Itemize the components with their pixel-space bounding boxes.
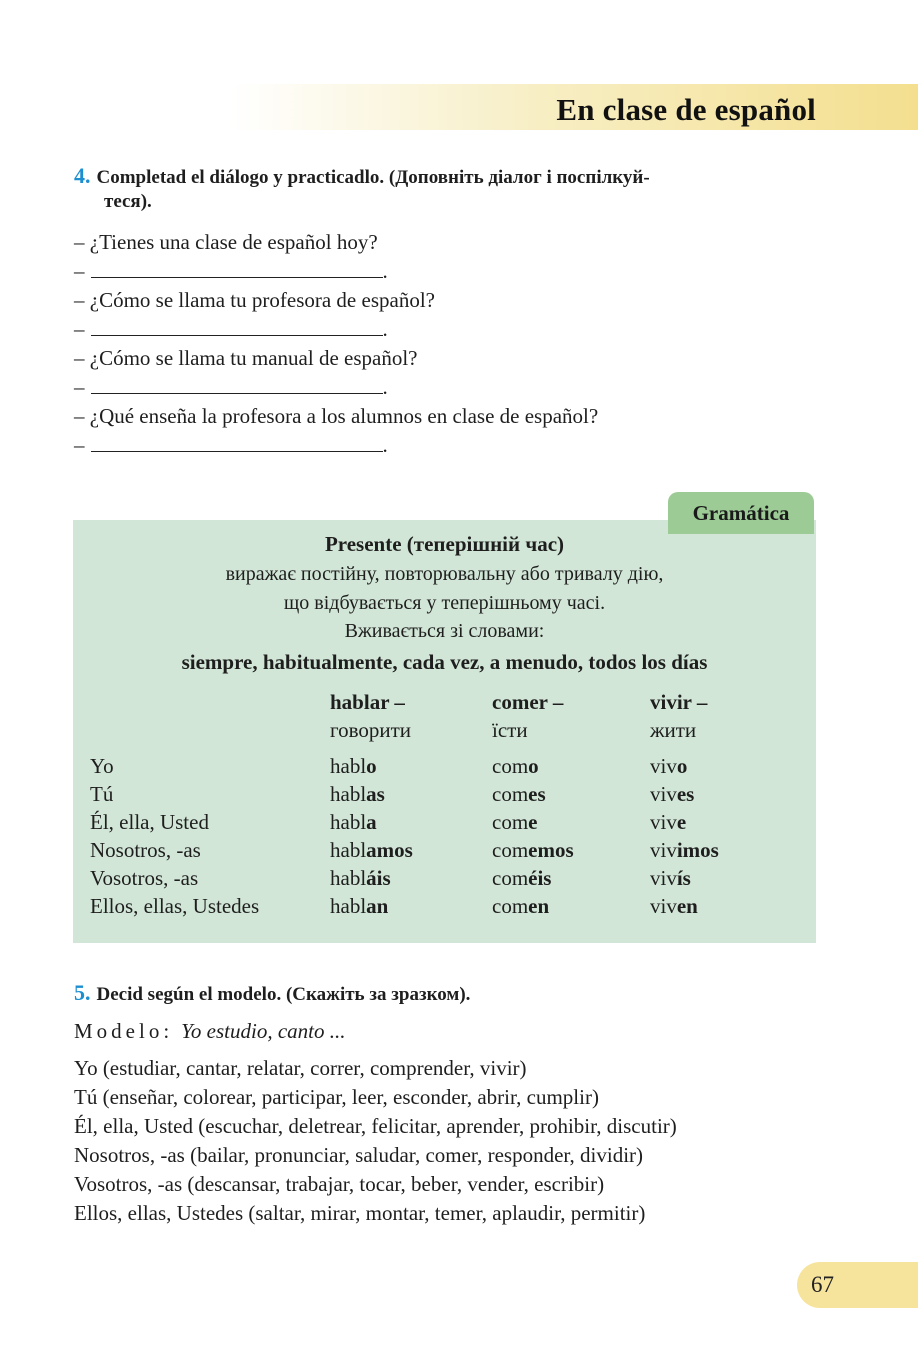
instruction-text: Completad el diálogo y practicadlo. (Доповніть діалог і поспілкуй-	[96, 167, 650, 188]
exercise-number: 5.	[74, 980, 91, 1005]
pronoun: Tú	[90, 782, 114, 806]
pronoun: Él, ella, Usted	[90, 810, 209, 834]
verb-form: coméis	[492, 866, 552, 890]
list-item: Tú (enseñar, colorear, participar, leer, esconder, abrir, cumplir)	[74, 1085, 599, 1109]
grammar-text: виражає постійну, повторювальну або тривалу дію,	[225, 563, 664, 585]
verb-form: vive	[650, 810, 687, 834]
model-text: Yo estudio, canto ...	[181, 1019, 346, 1043]
list-item: Él, ella, Usted (escuchar, deletrear, felicitar, aprender, prohibir, discutir)	[74, 1114, 677, 1138]
verb-form: hablo	[330, 754, 377, 778]
verb-form: vivís	[650, 866, 691, 890]
dialog-line: – ¿Qué enseña la profesora a los alumnos en clase de español?	[74, 404, 599, 428]
exercise-number: 4.	[74, 163, 91, 188]
dialog-blank-line: – .	[74, 433, 388, 457]
verb-form: vives	[650, 782, 695, 806]
list-item: Yo (estudiar, cantar, relatar, correr, comprender, vivir)	[74, 1056, 527, 1080]
exercise-5-instruction	[74, 980, 470, 1008]
verb-header-vivir: vivir – жити	[650, 690, 708, 742]
page-number: 67	[797, 1262, 918, 1308]
dialog-blank-line: – .	[74, 375, 388, 399]
dialog-line: – ¿Cómo se llama tu manual de español?	[74, 346, 418, 370]
verb-form: vivo	[650, 754, 688, 778]
grammar-text: Вживається зі словами:	[344, 620, 545, 642]
answer-blank[interactable]	[91, 373, 383, 394]
grammar-keywords: siempre, habitualmente, cada vez, a menudo, todos los días	[181, 650, 708, 674]
grammar-title: Presente (теперішній час)	[324, 532, 565, 556]
verb-form: comes	[492, 782, 546, 806]
dialog-line: – ¿Cómo se llama tu profesora de español?	[74, 288, 435, 312]
verb-header-hablar: hablar – говорити	[330, 690, 412, 742]
grammar-box	[73, 520, 816, 943]
verb-form: vivimos	[650, 838, 719, 862]
pronoun: Nosotros, -as	[90, 838, 201, 862]
verb-form: viven	[650, 894, 698, 918]
grammar-tab: Gramática	[668, 492, 814, 534]
model-example	[74, 1019, 346, 1044]
instruction-text-cont: теся).	[104, 191, 152, 212]
answer-blank[interactable]	[91, 431, 383, 452]
verb-form: habláis	[330, 866, 391, 890]
dialog	[74, 228, 598, 460]
pronoun-column	[90, 752, 259, 920]
list-item: Nosotros, -as (bailar, pronunciar, saludar, comer, responder, dividir)	[74, 1143, 644, 1167]
list-item: Ellos, ellas, Ustedes (saltar, mirar, montar, temer, aplaudir, permitir)	[74, 1201, 646, 1225]
list-item: Vosotros, -as (descansar, trabajar, tocar, beber, vender, escribir)	[74, 1172, 605, 1196]
answer-blank[interactable]	[91, 257, 383, 278]
dialog-blank-line: – .	[74, 259, 388, 283]
verb-form: hablan	[330, 894, 389, 918]
verb-form: comemos	[492, 838, 574, 862]
verb-form: come	[492, 810, 538, 834]
verb-form: hablamos	[330, 838, 413, 862]
verb-form: como	[492, 754, 539, 778]
forms-vivir	[650, 752, 719, 920]
pronoun: Ellos, ellas, Ustedes	[90, 894, 260, 918]
verb-form: hablas	[330, 782, 385, 806]
dialog-line: – ¿Tienes una clase de español hoy?	[74, 230, 378, 254]
grammar-text: що відбувається у теперішньому часі.	[283, 592, 606, 614]
answer-blank[interactable]	[91, 315, 383, 336]
model-label: Modelo:	[74, 1019, 174, 1043]
exercise-4-instruction	[74, 163, 834, 191]
verb-form: habla	[330, 810, 377, 834]
page-title: En clase de español	[556, 92, 816, 127]
instruction-text: Decid según el modelo. (Скажіть за зразком).	[96, 984, 471, 1005]
verb-header-comer: comer – їсти	[492, 690, 564, 742]
pronoun: Yo	[90, 754, 114, 778]
forms-comer	[492, 752, 574, 920]
exercise-5-list	[74, 1054, 677, 1228]
verb-form: comen	[492, 894, 550, 918]
forms-hablar	[330, 752, 413, 920]
dialog-blank-line: – .	[74, 317, 388, 341]
pronoun: Vosotros, -as	[90, 866, 199, 890]
